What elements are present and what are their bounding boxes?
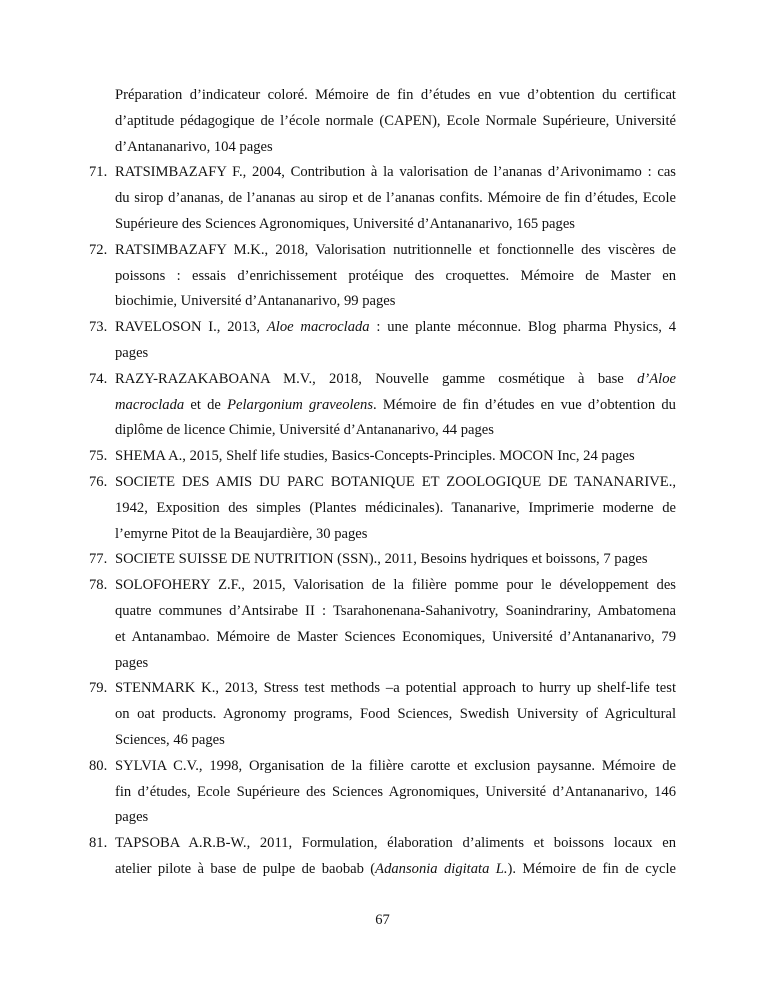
text-run: atelier pilote à base de pulpe de baobab ( [115,860,376,877]
reference-line [115,676,676,702]
reference-line [115,186,676,212]
text-run: ). Mémoire de fin de cycle [507,860,676,877]
reference-line [115,83,676,109]
reference-item [0,315,765,367]
reference-item [0,83,765,160]
text-run: SOCIETE SUISSE DE NUTRITION (SSN)., 2011, Besoins hydriques et boissons, 7 pages [115,551,648,568]
text-run: RATSIMBAZAFY M.K., 2018, Valorisation nutritionnelle et fonctionnelle des viscères de [115,241,676,258]
reference-item [0,367,765,444]
reference-line [115,160,676,186]
reference-item [0,754,765,831]
reference-item [0,831,765,883]
reference-list [0,83,765,883]
reference-number: 75. [89,448,108,465]
reference-line [115,522,676,548]
text-run: SOLOFOHERY Z.F., 2015, Valorisation de la filière pomme pour le développement des [115,577,676,594]
reference-line [115,754,676,780]
text-run: et de [184,396,228,413]
reference-line [115,238,676,264]
text-run: on oat products. Agronomy programs, Food Sciences, Swedish University of Agricultural [115,706,676,723]
text-run: RAZY-RAZAKABOANA M.V., 2018, Nouvelle gamme cosmétique à base [115,370,638,387]
text-run: d’Antananarivo, 104 pages [115,138,273,155]
text-run: quatre communes d’Antsirabe II : Tsarahonenana-Sahanivotry, Soanindrariny, Ambatomena [115,602,676,619]
text-run: STENMARK K., 2013, Stress test methods –a potential approach to hurry up shelf-life test [115,680,676,697]
reference-line [115,341,676,367]
italic-text: d’Aloe [637,370,676,387]
reference-line [115,135,676,161]
italic-text: macroclada [115,396,185,413]
text-run: diplôme de licence Chimie, Université d’Antananarivo, 44 pages [115,422,494,439]
reference-item [0,547,765,573]
reference-number: 71. [89,164,108,181]
text-run: pages [115,654,149,671]
text-run: l’emyrne Pitot de la Beaujardière, 30 pages [115,525,368,542]
reference-line [115,625,676,651]
text-run: SYLVIA C.V., 1998, Organisation de la filière carotte et exclusion paysanne. Mémoire de [115,757,676,774]
reference-line [115,212,676,238]
text-run: RAVELOSON I., 2013, [115,319,267,336]
reference-number: 79. [89,680,108,697]
reference-number: 76. [89,473,108,490]
reference-line [115,496,676,522]
text-run: fin d’études, Ecole Supérieure des Sciences Agronomiques, Université d’Antananarivo, 146 [115,783,676,800]
text-run: pages [115,809,149,826]
text-run: SHEMA A., 2015, Shelf life studies, Basics-Concepts-Principles. MOCON Inc, 24 pages [115,448,635,465]
text-run: . Mémoire de fin d’études en vue d’obtention du [373,396,676,413]
reference-line [115,264,676,290]
reference-number: 78. [89,577,108,594]
reference-line [115,470,676,496]
reference-line [115,418,676,444]
reference-number: 77. [89,551,108,568]
reference-item [0,573,765,676]
text-run: poissons : essais d’enrichissement protéique des croquettes. Mémoire de Master en [115,267,676,284]
text-run: RATSIMBAZAFY F., 2004, Contribution à la valorisation de l’ananas d’Arivonimamo : cas [115,164,676,181]
text-run: : une plante méconnue. Blog pharma Physics, 4 [369,319,677,336]
reference-line [115,444,676,470]
reference-line [115,651,676,677]
reference-number: 73. [89,319,108,336]
reference-line [115,393,676,419]
reference-item [0,238,765,315]
italic-text: Pelargonium graveolens [227,396,374,413]
reference-item [0,470,765,547]
text-run: d’aptitude pédagogique de l’école normale (CAPEN), Ecole Normale Supérieure, Université [115,112,676,129]
text-run: et Antanambao. Mémoire de Master Sciences Economiques, Université d’Antananarivo, 79 [115,628,676,645]
reference-line [115,547,676,573]
text-run: 1942, Exposition des simples (Plantes médicinales). Tananarive, Imprimerie moderne de [115,499,676,516]
reference-item [0,676,765,753]
text-run: pages [115,344,149,361]
text-run: du sirop d’ananas, de l’ananas au sirop et de l’ananas confits. Mémoire de fin d’études, Ecole [115,190,676,207]
reference-line [115,367,676,393]
reference-line [115,831,676,857]
reference-line [115,805,676,831]
reference-item [0,444,765,470]
reference-line [115,780,676,806]
reference-line [115,857,676,883]
reference-line [115,702,676,728]
reference-number: 81. [89,835,108,852]
reference-line [115,573,676,599]
reference-line [115,109,676,135]
page-number: 67 [375,912,390,928]
italic-text: Adansonia digitata L. [375,860,508,877]
reference-number: 72. [89,241,108,258]
text-run: Préparation d’indicateur coloré. Mémoire de fin d’études en vue d’obtention du certificat [115,87,676,103]
reference-line [115,599,676,625]
text-run: Sciences, 46 pages [115,731,225,748]
text-run: TAPSOBA A.R.B-W., 2011, Formulation, élaboration d’aliments et boissons locaux en [115,835,676,852]
text-run: Supérieure des Sciences Agronomiques, Université d’Antananarivo, 165 pages [115,215,575,232]
reference-number: 74. [89,370,108,387]
reference-line [115,289,676,315]
italic-text: Aloe macroclada [266,319,370,336]
reference-number: 80. [89,757,108,774]
reference-item [0,160,765,237]
text-run: biochimie, Université d’Antananarivo, 99 pages [115,293,396,310]
reference-line [115,315,676,341]
text-run: SOCIETE DES AMIS DU PARC BOTANIQUE ET ZOOLOGIQUE DE TANANARIVE., [115,473,676,490]
reference-line [115,728,676,754]
